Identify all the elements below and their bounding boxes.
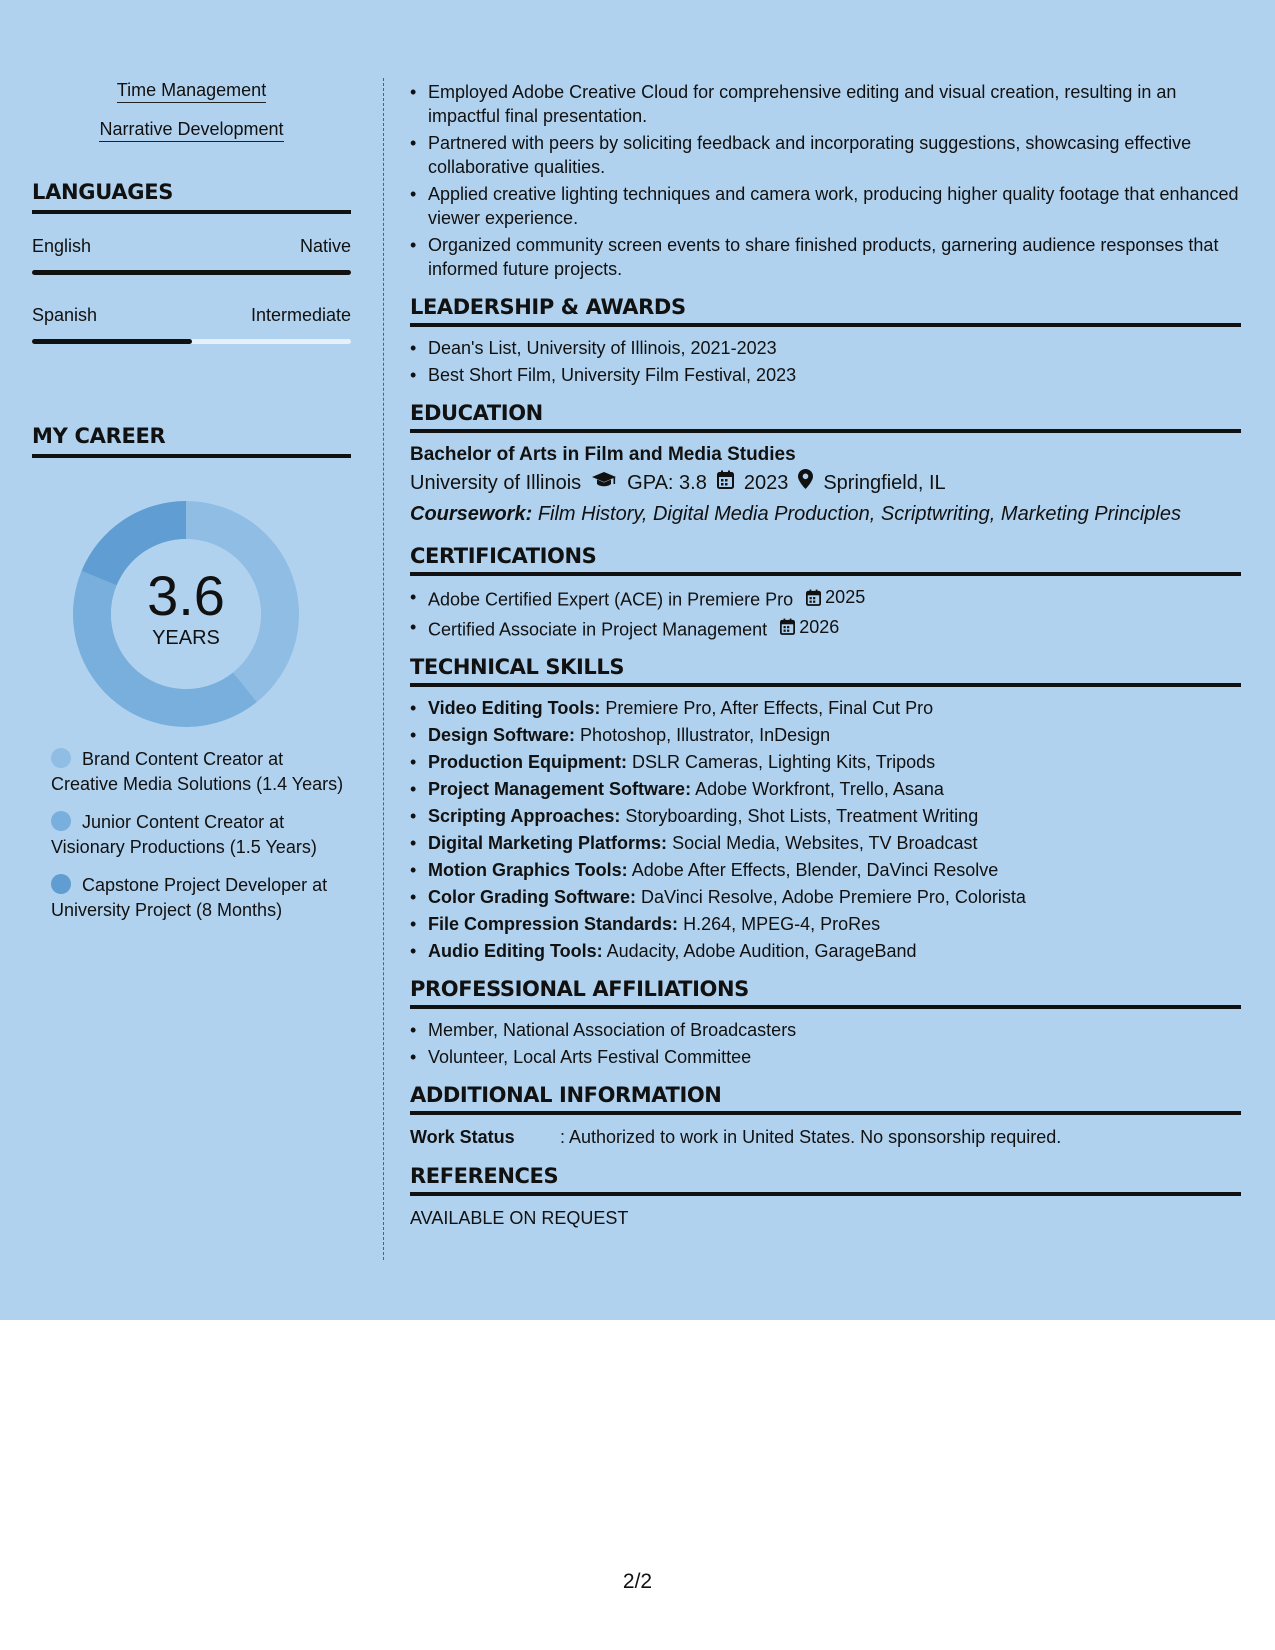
career-total: 3.6 — [147, 564, 225, 627]
language-name: Spanish — [32, 305, 98, 325]
experience-bullet: • Applied creative lighting techniques and camera work, producing higher quality footage that enhanced viewer experience. — [410, 182, 1241, 230]
skill-category: Production Equipment: — [428, 752, 627, 772]
language-name: English — [32, 236, 92, 256]
work-status-value: : Authorized to work in United States. No sponsorship required. — [560, 1127, 1062, 1147]
technical-skill — [410, 939, 1241, 963]
skill-category: Design Software: — [428, 725, 576, 745]
certification-item — [410, 615, 1241, 642]
experience-bullet: • Partnered with peers by soliciting feedback and incorporating suggestions, showcasing effective collaborative qualities. — [410, 131, 1241, 179]
certification-item — [410, 585, 1241, 612]
language-english — [32, 236, 351, 275]
map-pin-icon — [798, 468, 813, 498]
skill-values: Adobe After Effects, Blender, DaVinci Resolve — [631, 860, 999, 880]
language-bar-fill — [32, 339, 192, 344]
career-unit: YEARS — [152, 627, 220, 649]
certification-date — [780, 615, 839, 639]
legend-label: Junior Content Creator at Visionary Productions (1.5 Years) — [51, 812, 317, 857]
affiliation-item: • Volunteer, Local Arts Festival Committee — [410, 1045, 1241, 1069]
experience-bullets — [410, 80, 1241, 281]
language-bar — [32, 270, 351, 275]
skill-values: Audacity, Adobe Audition, GarageBand — [606, 941, 917, 961]
language-bar-fill — [32, 270, 351, 275]
leadership-item: • Best Short Film, University Film Festival, 2023 — [410, 363, 1241, 387]
skill-values: DaVinci Resolve, Adobe Premiere Pro, Colorista — [641, 887, 1026, 907]
certification-name: Certified Associate in Project Management — [428, 619, 768, 639]
references-heading: REFERENCES — [410, 1164, 1241, 1196]
skill-values: Adobe Workfront, Trello, Asana — [695, 779, 944, 799]
degree-title: Bachelor of Arts in Film and Media Studies — [410, 444, 796, 465]
technical-skill — [410, 912, 1241, 936]
technical-skill — [410, 804, 1241, 828]
column-divider — [383, 78, 384, 1260]
leadership-list — [410, 336, 1241, 387]
education-meta — [410, 468, 1241, 498]
calendar-icon — [780, 618, 795, 635]
certification-year: 2025 — [825, 587, 866, 607]
affiliations-list — [410, 1018, 1241, 1069]
skill-category: Project Management Software: — [428, 779, 692, 799]
experience-bullet: • Employed Adobe Creative Cloud for comprehensive editing and visual creation, resulting in an impactful final presentation. — [410, 80, 1241, 128]
school-location: Springfield, IL — [823, 472, 946, 494]
career-legend — [32, 747, 351, 923]
technical-skills-list — [410, 696, 1241, 963]
legend-item — [32, 873, 351, 923]
certification-name: Adobe Certified Expert (ACE) in Premiere Pro — [428, 589, 794, 610]
school-name: University of Illinois — [410, 472, 582, 494]
affiliation-item: • Member, National Association of Broadcasters — [410, 1018, 1241, 1042]
technical-skill — [410, 777, 1241, 801]
certifications-heading: CERTIFICATIONS — [410, 544, 1241, 576]
main-content — [410, 80, 1241, 1231]
skill-values: Social Media, Websites, TV Broadcast — [672, 833, 978, 853]
legend-dot — [51, 811, 71, 831]
legend-label: Capstone Project Developer at University Project (8 Months) — [51, 875, 328, 920]
technical-skill — [410, 831, 1241, 855]
coursework-list: Film History, Digital Media Production, Scriptwriting, Marketing Principles — [537, 503, 1181, 525]
additional-info-heading: ADDITIONAL INFORMATION — [410, 1083, 1241, 1115]
languages-heading: LANGUAGES — [32, 180, 351, 214]
skill-category: Audio Editing Tools: — [428, 941, 603, 961]
skill-values: Storyboarding, Shot Lists, Treatment Writing — [625, 806, 979, 826]
work-status-label: Work Status — [410, 1127, 515, 1147]
references-text: AVAILABLE ON REQUEST — [410, 1208, 629, 1228]
skill-link — [32, 119, 351, 140]
career-heading: MY CAREER — [32, 424, 351, 458]
calendar-icon — [717, 468, 734, 498]
experience-bullet: • Organized community screen events to share finished products, garnering audience responses that informed future projects. — [410, 233, 1241, 281]
legend-label: Brand Content Creator at Creative Media Solutions (1.4 Years) — [51, 749, 344, 794]
certifications-list — [410, 585, 1241, 641]
legend-item — [32, 810, 351, 860]
affiliations-heading: PROFESSIONAL AFFILIATIONS — [410, 977, 1241, 1009]
education-heading: EDUCATION — [410, 401, 1241, 433]
legend-item — [32, 747, 351, 797]
page-number: 2/2 — [622, 1570, 653, 1593]
graduation-cap-icon — [591, 468, 617, 498]
coursework-label: Coursework: — [410, 503, 533, 525]
work-status — [410, 1124, 1241, 1150]
technical-skill — [410, 750, 1241, 774]
skill-category: Video Editing Tools: — [428, 698, 601, 718]
skill-values: DSLR Cameras, Lighting Kits, Tripods — [632, 752, 936, 772]
career-donut-chart — [66, 494, 306, 734]
certification-date — [806, 585, 865, 609]
leadership-item: • Dean's List, University of Illinois, 2021-2023 — [410, 336, 1241, 360]
language-row — [32, 236, 351, 257]
legend-dot — [51, 874, 71, 894]
calendar-icon — [806, 589, 821, 606]
skill-category: Color Grading Software: — [428, 887, 637, 907]
coursework — [410, 498, 1241, 530]
technical-skill — [410, 858, 1241, 882]
skill-link-text: Narrative Development — [99, 119, 283, 142]
language-bar — [32, 339, 351, 344]
skill-category: Digital Marketing Platforms: — [428, 833, 668, 853]
skill-category: Motion Graphics Tools: — [428, 860, 628, 880]
skill-category: File Compression Standards: — [428, 914, 679, 934]
sidebar — [32, 80, 351, 923]
skill-link-text: Time Management — [117, 80, 266, 103]
technical-skill — [410, 885, 1241, 909]
skill-category: Scripting Approaches: — [428, 806, 621, 826]
language-level: Intermediate — [250, 305, 351, 325]
leadership-heading: LEADERSHIP & AWARDS — [410, 295, 1241, 327]
career-donut — [32, 494, 351, 734]
language-spanish — [32, 305, 351, 344]
technical-skill — [410, 723, 1241, 747]
graduation-year: 2023 — [743, 472, 789, 494]
skill-values: Photoshop, Illustrator, InDesign — [580, 725, 831, 745]
skill-link — [32, 80, 351, 101]
skill-values: H.264, MPEG-4, ProRes — [683, 914, 881, 934]
certification-year: 2026 — [799, 616, 840, 637]
language-level: Native — [299, 236, 351, 256]
skill-values: Premiere Pro, After Effects, Final Cut Pro — [605, 698, 934, 718]
language-row — [32, 305, 351, 326]
gpa: GPA: 3.8 — [627, 472, 707, 494]
technical-skill — [410, 696, 1241, 720]
skill-links — [32, 80, 351, 140]
legend-dot — [51, 748, 71, 768]
technical-skills-heading: TECHNICAL SKILLS — [410, 655, 1241, 687]
